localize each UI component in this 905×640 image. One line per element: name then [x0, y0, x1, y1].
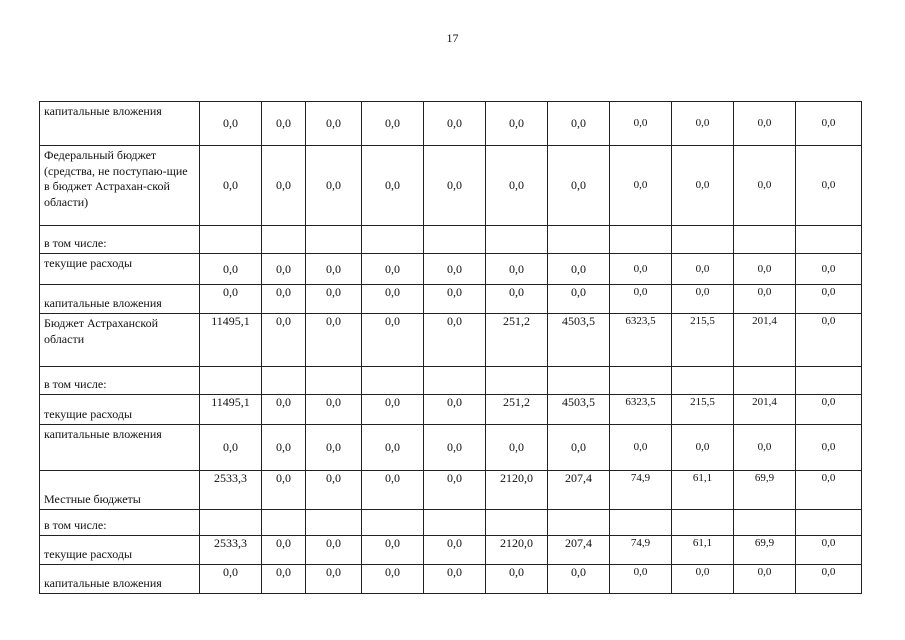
- table-cell: [796, 226, 862, 254]
- table-cell: 0,0: [200, 254, 262, 285]
- table-cell: 251,2: [486, 395, 548, 425]
- table-cell: 0,0: [262, 425, 306, 471]
- row-label: в том числе:: [40, 226, 200, 254]
- row-label: капитальные вложения: [40, 102, 200, 146]
- table-cell: 251,2: [486, 314, 548, 367]
- table-cell: 0,0: [610, 254, 672, 285]
- table-cell: 0,0: [362, 285, 424, 314]
- table-cell: 61,1: [672, 536, 734, 565]
- table-cell: 0,0: [306, 565, 362, 594]
- row-label: Федеральный бюджет (средства, не поступаю-щие в бюджет Астрахан-ской области): [40, 146, 200, 226]
- table-cell: 207,4: [548, 536, 610, 565]
- table-cell: 69,9: [734, 471, 796, 510]
- table-cell: 0,0: [362, 314, 424, 367]
- table-cell: [734, 510, 796, 536]
- table-cell: 0,0: [262, 254, 306, 285]
- table-cell: 0,0: [734, 146, 796, 226]
- table-cell: 0,0: [262, 314, 306, 367]
- table-cell: 0,0: [610, 425, 672, 471]
- table-cell: [796, 510, 862, 536]
- table-cell: 0,0: [262, 102, 306, 146]
- table-cell: 11495,1: [200, 314, 262, 367]
- table-cell: 0,0: [796, 146, 862, 226]
- table-cell: 0,0: [672, 425, 734, 471]
- table-cell: 0,0: [200, 146, 262, 226]
- table-cell: 0,0: [796, 102, 862, 146]
- table-cell: 201,4: [734, 314, 796, 367]
- table-cell: 0,0: [424, 254, 486, 285]
- table-cell: [548, 226, 610, 254]
- table-cell: [486, 226, 548, 254]
- table-cell: [672, 510, 734, 536]
- table-cell: [362, 226, 424, 254]
- table-row: [40, 425, 862, 471]
- table-cell: [672, 367, 734, 395]
- row-label: текущие расходы: [40, 536, 200, 565]
- table-cell: 0,0: [796, 425, 862, 471]
- table-cell: [262, 510, 306, 536]
- table-row: [40, 102, 862, 146]
- table-cell: [362, 510, 424, 536]
- table-cell: 0,0: [362, 254, 424, 285]
- table-cell: 74,9: [610, 536, 672, 565]
- table-cell: 0,0: [262, 285, 306, 314]
- budget-table: [39, 101, 862, 594]
- table-cell: 0,0: [306, 146, 362, 226]
- table-cell: 0,0: [486, 254, 548, 285]
- row-label: текущие расходы: [40, 254, 200, 285]
- table-cell: 0,0: [548, 254, 610, 285]
- table-cell: 0,0: [424, 536, 486, 565]
- table-cell: [672, 226, 734, 254]
- table-cell: 0,0: [262, 146, 306, 226]
- table-cell: 0,0: [262, 395, 306, 425]
- table-cell: 0,0: [200, 565, 262, 594]
- table-cell: 0,0: [424, 146, 486, 226]
- table-cell: 0,0: [306, 102, 362, 146]
- table-row: [40, 314, 862, 367]
- table-cell: 0,0: [610, 565, 672, 594]
- table-cell: 0,0: [262, 536, 306, 565]
- table-cell: 0,0: [672, 254, 734, 285]
- table-cell: 0,0: [486, 425, 548, 471]
- table-cell: [734, 226, 796, 254]
- table-cell: 0,0: [610, 285, 672, 314]
- table-cell: 0,0: [548, 102, 610, 146]
- table-cell: 0,0: [796, 565, 862, 594]
- row-label: Бюджет Астраханской области: [40, 314, 200, 367]
- row-label: текущие расходы: [40, 395, 200, 425]
- table-row: [40, 536, 862, 565]
- table-cell: 0,0: [486, 146, 548, 226]
- table-cell: 6323,5: [610, 314, 672, 367]
- table-cell: 0,0: [734, 285, 796, 314]
- table-cell: 0,0: [672, 102, 734, 146]
- table-cell: [486, 367, 548, 395]
- table-cell: 0,0: [306, 395, 362, 425]
- table-cell: 0,0: [548, 285, 610, 314]
- table-cell: 0,0: [362, 425, 424, 471]
- table-row: [40, 395, 862, 425]
- table-cell: 0,0: [306, 425, 362, 471]
- table-cell: 6323,5: [610, 395, 672, 425]
- table-cell: 0,0: [424, 285, 486, 314]
- table-cell: 2533,3: [200, 536, 262, 565]
- table-cell: [306, 367, 362, 395]
- table-cell: 0,0: [548, 565, 610, 594]
- table-cell: 0,0: [734, 425, 796, 471]
- table-cell: 0,0: [796, 285, 862, 314]
- table-row: [40, 510, 862, 536]
- table-cell: [362, 367, 424, 395]
- table-cell: 4503,5: [548, 314, 610, 367]
- table-row: [40, 226, 862, 254]
- table-cell: 0,0: [796, 536, 862, 565]
- table-cell: [424, 367, 486, 395]
- page-number: 17: [446, 31, 459, 45]
- table-cell: 0,0: [486, 102, 548, 146]
- table-cell: 0,0: [424, 425, 486, 471]
- table-cell: [734, 367, 796, 395]
- table-cell: 0,0: [306, 471, 362, 510]
- table-cell: [548, 510, 610, 536]
- table-cell: 0,0: [796, 395, 862, 425]
- table-cell: 0,0: [548, 425, 610, 471]
- table-cell: [424, 510, 486, 536]
- table-cell: [306, 226, 362, 254]
- table-row: [40, 285, 862, 314]
- table-cell: 0,0: [734, 565, 796, 594]
- table-row: [40, 254, 862, 285]
- table-cell: 0,0: [262, 471, 306, 510]
- table-cell: 0,0: [362, 395, 424, 425]
- table-row: [40, 146, 862, 226]
- table-cell: 0,0: [672, 146, 734, 226]
- table-cell: 11495,1: [200, 395, 262, 425]
- table-cell: [486, 510, 548, 536]
- table-cell: 0,0: [200, 102, 262, 146]
- table-cell: [262, 367, 306, 395]
- table-cell: 215,5: [672, 395, 734, 425]
- table-cell: [306, 510, 362, 536]
- table-cell: 2120,0: [486, 536, 548, 565]
- table-cell: 2533,3: [200, 471, 262, 510]
- table-cell: 0,0: [796, 314, 862, 367]
- table-cell: 0,0: [734, 102, 796, 146]
- table-cell: 0,0: [200, 425, 262, 471]
- table-row: [40, 471, 862, 510]
- table-cell: 2120,0: [486, 471, 548, 510]
- table-cell: [200, 510, 262, 536]
- table-cell: 0,0: [610, 146, 672, 226]
- table-cell: 207,4: [548, 471, 610, 510]
- table-cell: [548, 367, 610, 395]
- table-cell: [610, 510, 672, 536]
- table-cell: 215,5: [672, 314, 734, 367]
- row-label: в том числе:: [40, 510, 200, 536]
- table-cell: 0,0: [486, 285, 548, 314]
- table-cell: 0,0: [362, 471, 424, 510]
- table-cell: [796, 367, 862, 395]
- table-cell: 0,0: [424, 102, 486, 146]
- row-label: в том числе:: [40, 367, 200, 395]
- table-cell: 201,4: [734, 395, 796, 425]
- table-cell: 0,0: [672, 285, 734, 314]
- table-cell: 69,9: [734, 536, 796, 565]
- table-cell: [262, 226, 306, 254]
- table-cell: [610, 367, 672, 395]
- table-cell: 0,0: [424, 395, 486, 425]
- table-cell: 0,0: [306, 285, 362, 314]
- table-cell: 0,0: [262, 565, 306, 594]
- table-cell: 61,1: [672, 471, 734, 510]
- table-cell: 4503,5: [548, 395, 610, 425]
- table-cell: 0,0: [610, 102, 672, 146]
- table-cell: [200, 367, 262, 395]
- table-cell: [424, 226, 486, 254]
- table-cell: 0,0: [424, 565, 486, 594]
- table-cell: 0,0: [734, 254, 796, 285]
- table-row: [40, 367, 862, 395]
- table-cell: [200, 226, 262, 254]
- table-cell: 0,0: [306, 254, 362, 285]
- table-cell: 0,0: [306, 314, 362, 367]
- table-cell: 0,0: [200, 285, 262, 314]
- table-cell: 0,0: [796, 254, 862, 285]
- table-cell: 74,9: [610, 471, 672, 510]
- table-cell: 0,0: [362, 102, 424, 146]
- table-cell: 0,0: [796, 471, 862, 510]
- table-cell: 0,0: [486, 565, 548, 594]
- table-cell: 0,0: [424, 314, 486, 367]
- row-label: капитальные вложения: [40, 565, 200, 594]
- table-cell: 0,0: [548, 146, 610, 226]
- row-label: капитальные вложения: [40, 285, 200, 314]
- table-cell: 0,0: [424, 471, 486, 510]
- row-label: капитальные вложения: [40, 425, 200, 471]
- table-cell: [610, 226, 672, 254]
- table-cell: 0,0: [672, 565, 734, 594]
- table-cell: 0,0: [362, 536, 424, 565]
- table-cell: 0,0: [362, 565, 424, 594]
- table-cell: 0,0: [362, 146, 424, 226]
- table-cell: 0,0: [306, 536, 362, 565]
- table-row: [40, 565, 862, 594]
- row-label: Местные бюджеты: [40, 471, 200, 510]
